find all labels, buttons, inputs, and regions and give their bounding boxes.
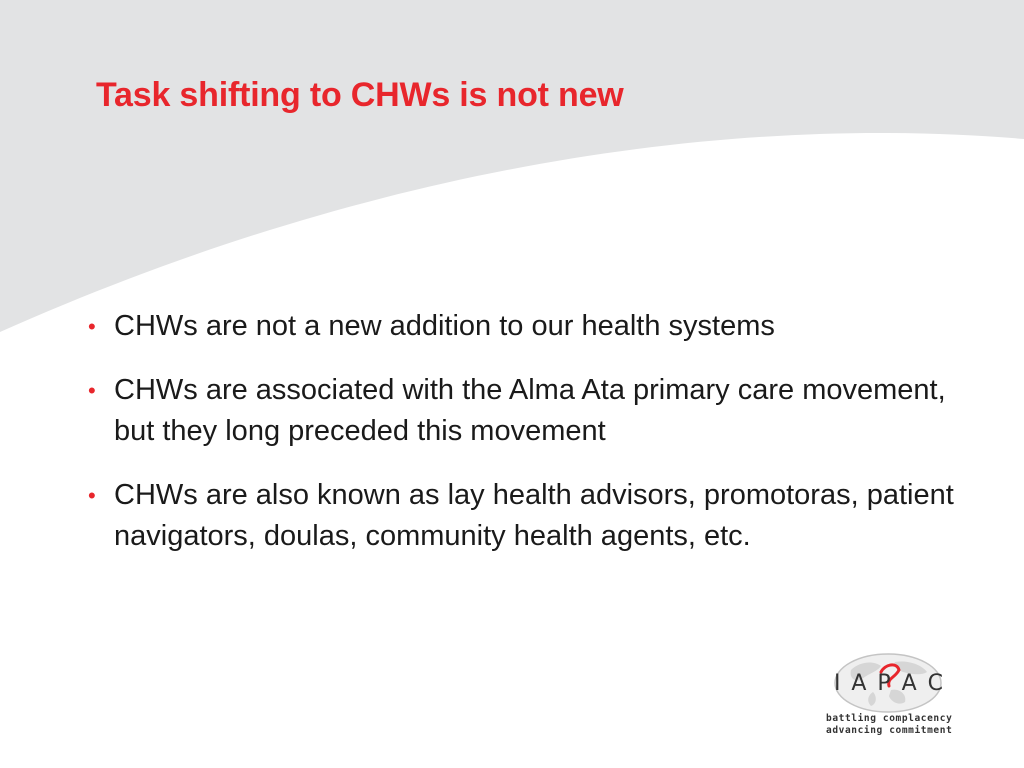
- iapac-logo: [826, 650, 951, 740]
- logo-letters: [826, 671, 951, 696]
- bullet-dot-icon: •: [88, 483, 96, 508]
- logo-letter: P: [877, 671, 891, 696]
- bullet-item: [86, 370, 966, 452]
- bullet-text: CHWs are associated with the Alma Ata primary care movement, but they long preceded this movement: [114, 374, 946, 447]
- bullet-list: [86, 306, 966, 580]
- logo-tagline-1: battling complacency: [826, 713, 953, 724]
- bullet-text: CHWs are also known as lay health advisors, promotoras, patient navigators, doulas, community health agents, etc.: [114, 479, 954, 552]
- bullet-text: CHWs are not a new addition to our health systems: [114, 310, 775, 342]
- bullet-dot-icon: •: [88, 314, 96, 339]
- logo-tagline-2: advancing commitment: [826, 725, 953, 736]
- logo-letter: C: [927, 671, 943, 696]
- logo-letter: A: [901, 671, 917, 696]
- bullet-dot-icon: •: [88, 378, 96, 403]
- bullet-item: [86, 475, 966, 557]
- bullet-item: [86, 306, 966, 347]
- logo-letter: A: [851, 671, 867, 696]
- slide-title: Task shifting to CHWs is not new: [96, 76, 624, 114]
- logo-letter: I: [834, 671, 841, 696]
